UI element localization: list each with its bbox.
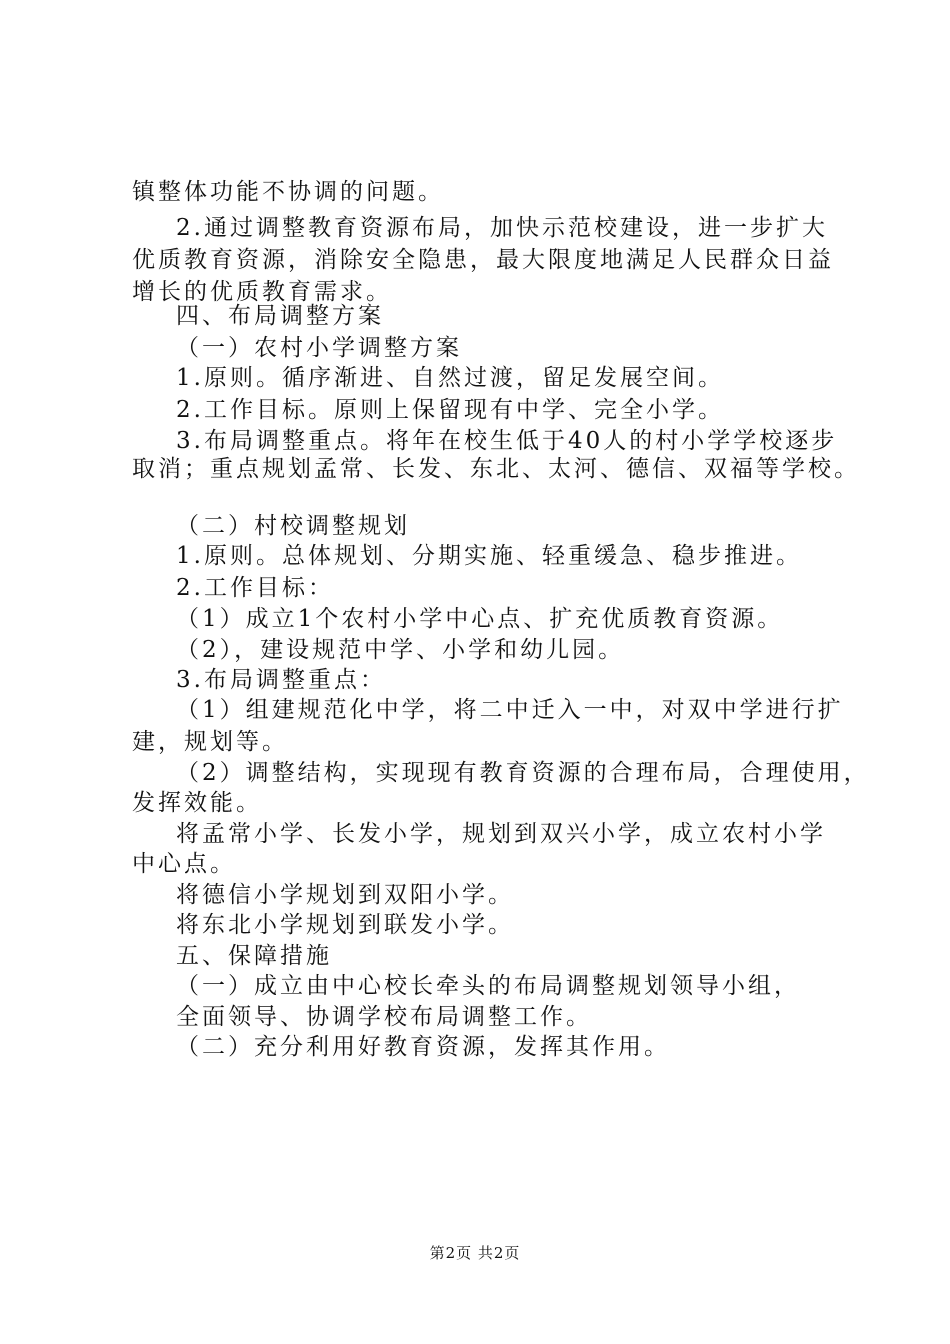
paragraph-line: 取消；重点规划孟常、长发、东北、太河、德信、双福等学校。 — [132, 456, 860, 482]
paragraph-line: （2），建设规范中学、小学和幼儿园。 — [176, 637, 625, 663]
paragraph-line: 2.工作目标： — [176, 575, 334, 601]
subsection-heading: （一）农村小学调整方案 — [176, 335, 462, 361]
paragraph-line: 中心点。 — [132, 851, 236, 877]
paragraph-line: （二）充分利用好教育资源，发挥其作用。 — [176, 1034, 670, 1060]
paragraph-line: 将孟常小学、长发小学，规划到双兴小学，成立农村小学 — [176, 821, 826, 847]
paragraph-line: 增长的优质教育需求。 — [132, 279, 392, 305]
paragraph-line: （2）调整结构，实现现有教育资源的合理布局，合理使用， — [176, 760, 870, 786]
paragraph-line: （1）组建规范化中学，将二中迁入一中，对双中学进行扩 — [176, 697, 844, 723]
paragraph-line: 建，规划等。 — [132, 729, 288, 755]
subsection-heading: （二）村校调整规划 — [176, 513, 410, 539]
paragraph-line: 将德信小学规划到双阳小学。 — [176, 882, 514, 908]
page-number-footer: 第2页 共2页 — [429, 1244, 521, 1262]
paragraph-line: 3.布局调整重点。将年在校生低于40人的村小学学校逐步 — [176, 428, 838, 454]
paragraph-line: （1）成立1个农村小学中心点、扩充优质教育资源。 — [176, 606, 784, 632]
paragraph-line: 1.原则。循序渐进、自然过渡，留足发展空间。 — [176, 365, 724, 391]
paragraph-line: （一）成立由中心校长牵头的布局调整规划领导小组， — [176, 973, 800, 999]
paragraph-line: 2.通过调整教育资源布局，加快示范校建设，进一步扩大 — [176, 215, 828, 241]
paragraph-line: 全面领导、协调学校布局调整工作。 — [176, 1004, 592, 1030]
paragraph-line: 发挥效能。 — [132, 790, 262, 816]
paragraph-line: 1.原则。总体规划、分期实施、轻重缓急、稳步推进。 — [176, 543, 802, 569]
paragraph-line: 3.布局调整重点： — [176, 667, 386, 693]
section-heading: 四、布局调整方案 — [176, 303, 384, 329]
paragraph-line: 优质教育资源，消除安全隐患，最大限度地满足人民群众日益 — [132, 247, 834, 273]
paragraph-line: 镇整体功能不协调的问题。 — [132, 179, 444, 205]
paragraph-line: 将东北小学规划到联发小学。 — [176, 912, 514, 938]
paragraph-line: 2.工作目标。原则上保留现有中学、完全小学。 — [176, 397, 724, 423]
section-heading: 五、保障措施 — [176, 943, 332, 969]
